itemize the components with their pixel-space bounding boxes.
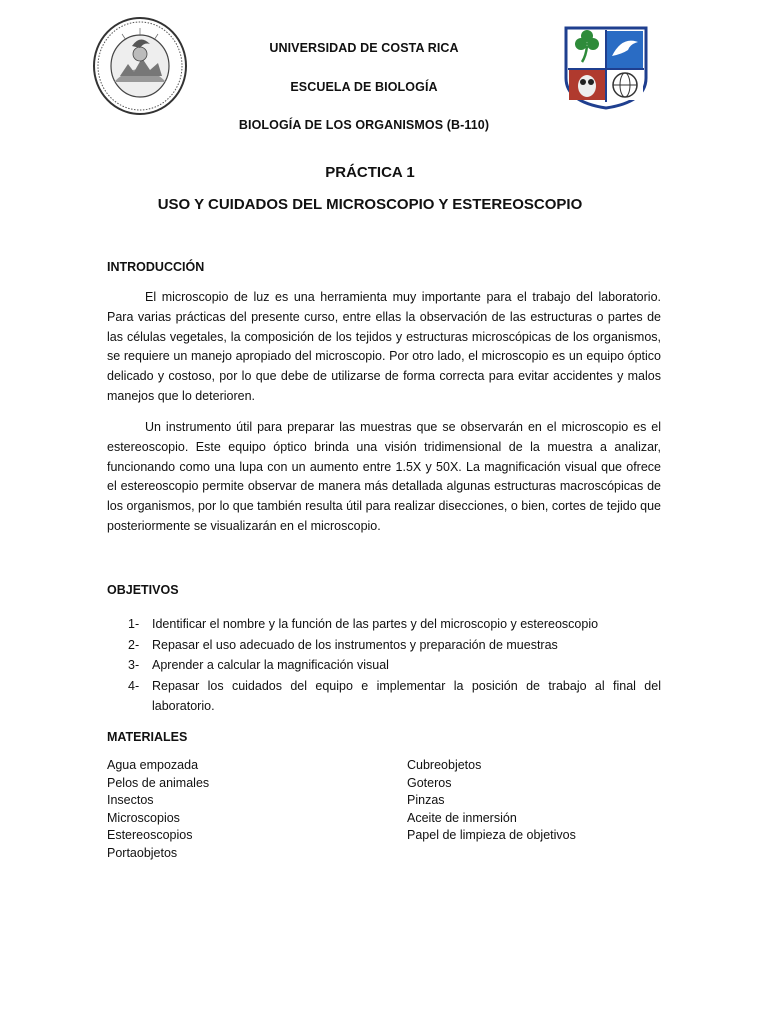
- list-item-text: Repasar los cuidados del equipo e implementar la posición de trabajo al final del laboratorio.: [152, 678, 661, 713]
- document-title: USO Y CUIDADOS DEL MICROSCOPIO Y ESTEREOSCOPIO: [157, 196, 583, 213]
- list-item: Papel de limpieza de objetivos: [407, 828, 576, 843]
- list-item: Estereoscopios: [107, 828, 193, 843]
- list-item: Microscopios: [107, 810, 180, 825]
- objectives-heading: OBJETIVOS: [107, 583, 179, 597]
- list-number: 3-: [128, 658, 140, 672]
- list-item: [107, 655, 661, 676]
- list-item: Goteros: [407, 775, 452, 790]
- list-item: [107, 614, 661, 635]
- university-seal-logo: [92, 16, 188, 116]
- university-name: UNIVERSIDAD DE COSTA RICA: [269, 41, 459, 55]
- introduction-heading: INTRODUCCIÓN: [107, 260, 205, 274]
- list-item: Insectos: [107, 793, 154, 808]
- intro-paragraph: El microscopio de luz es una herramienta muy importante para el trabajo del laboratorio. Para varias prácticas del presente curso, entre ellas la observación de las estructuras o partes de las células vegetales, la composición de los tejidos y estructuras microscópicas de los organismos, se requiere un manejo apropiado del microscopio. Por otro lado, el microscopio es un equipo óptico delicado y costoso, por lo que debe de utilizarse de forma correcta para evitar accidentes y malos manejos que lo deterioren.: [107, 290, 661, 403]
- list-item: [107, 676, 661, 717]
- materials-list-right: [407, 757, 576, 845]
- practice-number: PRÁCTICA 1: [325, 164, 415, 181]
- list-item: Portaobjetos: [107, 845, 178, 860]
- list-item: [107, 635, 661, 656]
- list-item: Agua empozada: [107, 758, 199, 772]
- list-item-text: Aprender a calcular la magnificación visual: [152, 658, 389, 672]
- materials-heading: MATERIALES: [107, 730, 188, 744]
- list-number: 2-: [128, 637, 140, 652]
- list-number: 4-: [128, 678, 140, 693]
- materials-list-left: [107, 757, 209, 863]
- list-item: Pelos de animales: [107, 775, 210, 790]
- list-item-text: Identificar el nombre y la función de las partes y del microscopio y estereoscopio: [152, 617, 599, 631]
- list-number: 1-: [128, 617, 140, 631]
- school-name: ESCUELA DE BIOLOGÍA: [290, 80, 438, 94]
- intro-paragraph: Un instrumento útil para preparar las muestras que se observarán en el microscopio es el estereoscopio. Este equipo óptico brinda una visión tridimensional de la muestra a analizar, funcionando como una lupa con un aumento entre 1.5X y 50X. La magnificación visual que ofrece el estereoscopio permite observar de manera más detallada algunas estructuras macroscópicas de los organismos, por lo que también resulta útil para realizar disecciones, o bien, cortes de tejido que posteriormente se visualizarán en el microscopio.: [107, 420, 661, 533]
- list-item: Pinzas: [407, 793, 445, 808]
- course-name: BIOLOGÍA DE LOS ORGANISMOS (B-110): [238, 118, 490, 132]
- list-item-text: Repasar el uso adecuado de los instrumentos y preparación de muestras: [152, 637, 558, 652]
- objectives-list: [107, 614, 661, 717]
- school-shield-logo: [564, 26, 648, 110]
- list-item: Cubreobjetos: [407, 758, 482, 772]
- list-item: Aceite de inmersión: [407, 810, 517, 825]
